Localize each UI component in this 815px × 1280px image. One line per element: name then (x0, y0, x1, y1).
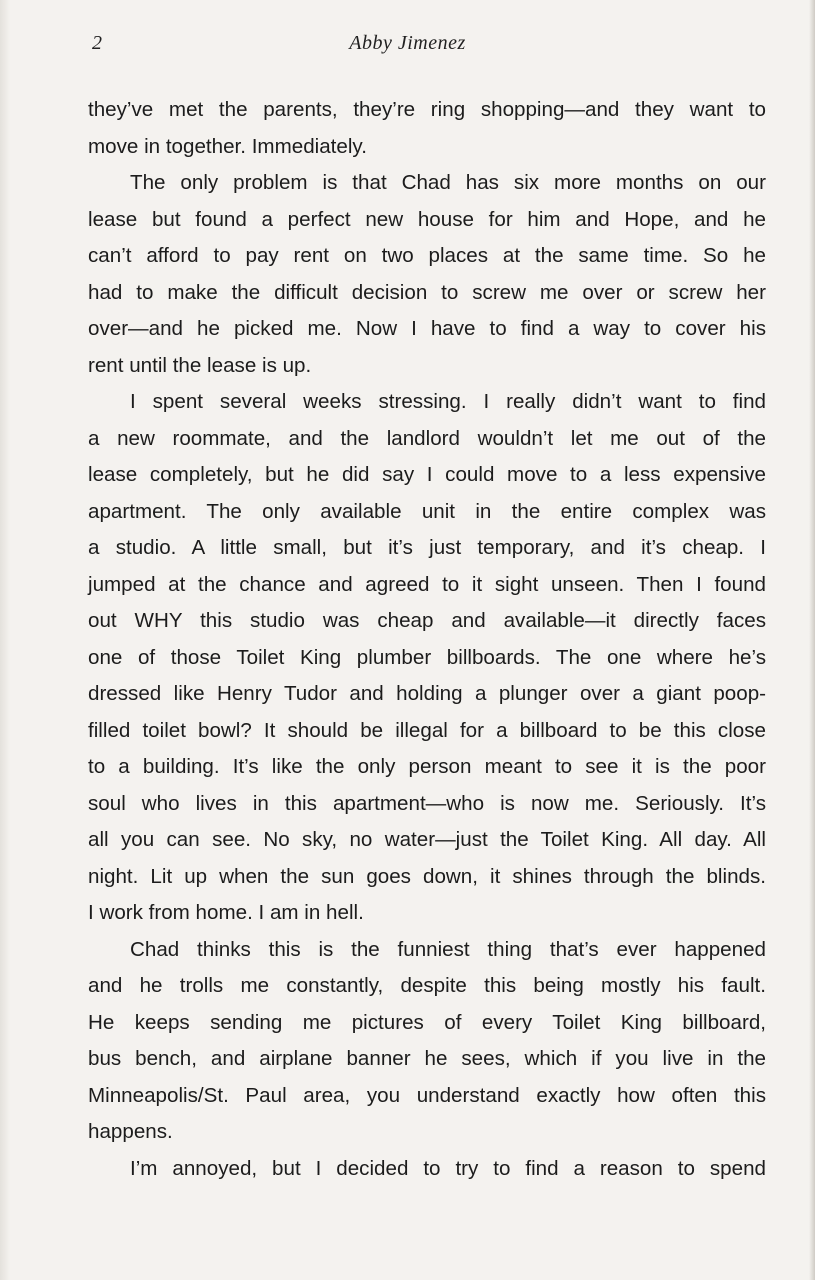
paragraph (88, 165, 766, 384)
body-text (88, 92, 766, 1187)
paragraph (88, 1151, 766, 1188)
text-line: filled toilet bowl? It should be illegal for a billboard to be this close (88, 718, 766, 742)
text-line: had to make the difficult decision to screw me over or screw her (88, 280, 766, 304)
text-line: a new roommate, and the landlord wouldn’t let me out of the (88, 426, 766, 450)
text-line: apartment. The only available unit in the entire complex was (88, 499, 766, 523)
text-line: Chad thinks this is the funniest thing that’s ever happened (130, 937, 766, 961)
text-line: dressed like Henry Tudor and holding a plunger over a giant poop- (88, 682, 766, 705)
text-line: lease but found a perfect new house for him and Hope, and he (88, 207, 766, 231)
text-line: night. Lit up when the sun goes down, it shines through the blinds. (88, 864, 766, 888)
text-line: to a building. It’s like the only person meant to see it is the poor (88, 755, 766, 778)
paragraph (88, 384, 766, 932)
text-line: bus bench, and airplane banner he sees, which if you live in the (88, 1047, 766, 1070)
paragraph (88, 932, 766, 1151)
text-line: and he trolls me constantly, despite this being mostly his fault. (88, 974, 766, 997)
page-gutter-shadow (0, 0, 10, 1280)
text-line: happens. (88, 1120, 173, 1143)
text-line: over—and he picked me. Now I have to find a way to cover his (88, 317, 766, 340)
text-line: move in together. Immediately. (88, 134, 367, 158)
text-line: a studio. A little small, but it’s just temporary, and it’s cheap. I (88, 536, 766, 559)
text-line: they’ve met the parents, they’re ring shopping—and they want to (88, 98, 766, 121)
text-line: I spent several weeks stressing. I really didn’t want to find (130, 390, 766, 413)
text-line: lease completely, but he did say I could move to a less expensive (88, 463, 766, 486)
text-line: out WHY this studio was cheap and available—it directly faces (88, 609, 766, 632)
page-number: 2 (92, 32, 102, 54)
text-line: The only problem is that Chad has six more months on our (130, 171, 766, 194)
text-line: can’t afford to pay rent on two places at the same time. So he (88, 244, 766, 267)
text-line: jumped at the chance and agreed to it sight unseen. Then I found (88, 572, 766, 596)
text-line: I work from home. I am in hell. (88, 901, 364, 924)
running-head (0, 30, 815, 60)
text-line: one of those Toilet King plumber billboards. The one where he’s (88, 645, 766, 669)
text-line: He keeps sending me pictures of every Toilet King billboard, (88, 1010, 766, 1034)
text-line: I’m annoyed, but I decided to try to find a reason to spend (130, 1156, 766, 1180)
text-line: all you can see. No sky, no water—just the Toilet King. All day. All (88, 828, 766, 851)
running-title: Abby Jimenez (349, 32, 466, 54)
text-line: Minneapolis/St. Paul area, you understand exactly how often this (88, 1083, 766, 1107)
text-line: rent until the lease is up. (88, 353, 312, 377)
page-edge (809, 0, 815, 1280)
paragraph (88, 92, 766, 165)
text-line: soul who lives in this apartment—who is now me. Seriously. It’s (88, 791, 766, 815)
